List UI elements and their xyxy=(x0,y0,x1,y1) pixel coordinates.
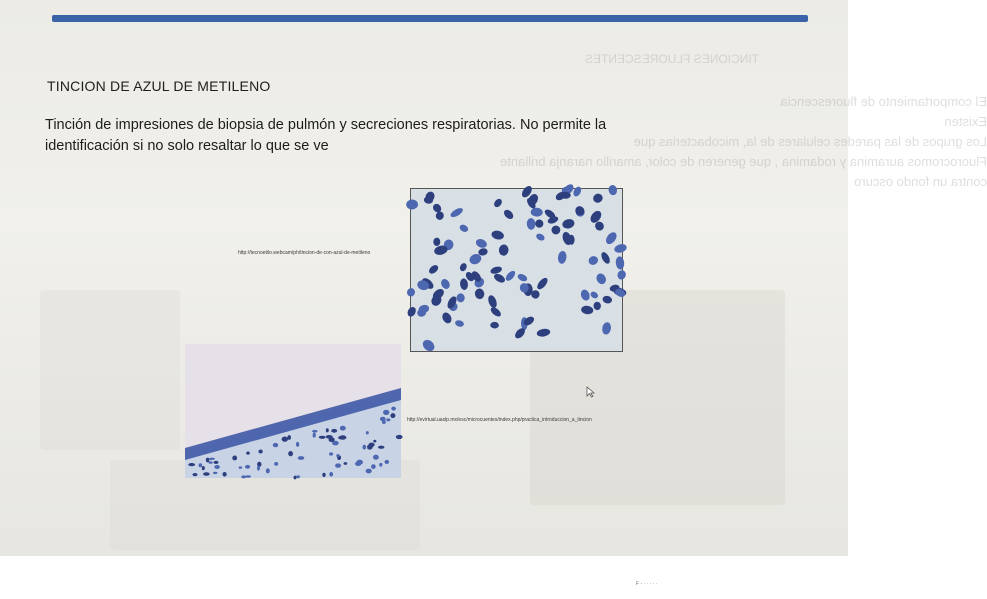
stained-cell xyxy=(493,272,507,284)
tissue-nucleus xyxy=(312,430,317,433)
tissue-nucleus xyxy=(223,472,227,477)
tissue-nucleus xyxy=(336,454,339,457)
stained-cell xyxy=(427,263,439,275)
stained-cell xyxy=(498,244,509,256)
tissue-nucleus xyxy=(383,410,389,415)
tissue-nucleus xyxy=(363,445,367,450)
tissue-nucleus xyxy=(369,443,375,447)
ghost-line: contra un fondo oscuro xyxy=(854,174,987,189)
stained-cell xyxy=(493,197,504,208)
stained-cell xyxy=(595,272,608,286)
tissue-nucleus xyxy=(193,473,198,476)
tissue-nucleus xyxy=(329,437,335,442)
stained-cell xyxy=(406,306,417,319)
ghost-line: El comportamiento de fluorescencia xyxy=(780,94,987,109)
tissue-nucleus xyxy=(380,417,386,421)
tissue-nucleus xyxy=(326,428,329,432)
tissue-nucleus xyxy=(373,440,376,443)
tissue-nucleus xyxy=(319,436,326,439)
stained-cell xyxy=(600,251,612,265)
stained-cell xyxy=(602,295,613,305)
stained-cell xyxy=(593,301,601,310)
stained-cell xyxy=(454,319,464,327)
body-line: Tinción de impresiones de biopsia de pulmón y secreciones respiratorias. No permite la xyxy=(45,117,607,133)
tissue-nucleus xyxy=(214,465,220,469)
tissue-nucleus xyxy=(199,463,203,467)
stained-cell xyxy=(557,251,567,265)
tissue-nucleus xyxy=(340,426,346,431)
tissue-nucleus xyxy=(287,435,291,440)
ghost-title: TINCIONES FLUORESCENTES xyxy=(585,52,760,66)
slide-body xyxy=(45,115,745,157)
tissue-nucleus xyxy=(241,475,246,478)
tissue-nucleus xyxy=(209,461,213,464)
tissue-nucleus xyxy=(396,435,403,439)
source-url-1[interactable]: http://tecnoetilo.webcam/ph/tincion-de-con-azul-de-metileno xyxy=(238,250,371,256)
stained-cell xyxy=(536,328,551,338)
stained-cell xyxy=(441,311,454,325)
stained-cell xyxy=(613,243,627,254)
stained-cell xyxy=(487,294,499,309)
stained-cell xyxy=(616,269,627,281)
tissue-nucleus xyxy=(390,413,395,418)
tissue-nucleus xyxy=(266,468,270,473)
micrograph-tissue xyxy=(185,344,401,478)
tissue-nucleus xyxy=(245,465,250,469)
tissue-nucleus xyxy=(322,473,325,477)
stained-cell xyxy=(601,322,612,336)
tissue-nucleus xyxy=(288,451,293,456)
footer-note: F - · · · · · xyxy=(636,581,658,587)
stained-cell xyxy=(475,237,489,249)
tissue-nucleus xyxy=(239,466,243,468)
stained-cell xyxy=(490,322,499,329)
stained-cell xyxy=(406,287,416,297)
tissue-nucleus xyxy=(329,472,333,477)
tissue-nucleus xyxy=(379,463,382,467)
stained-cell xyxy=(604,230,619,246)
stained-cell xyxy=(561,218,575,230)
tissue-nucleus xyxy=(296,442,299,447)
stained-cell xyxy=(615,256,625,270)
tissue-nucleus xyxy=(331,429,337,433)
tissue-nucleus xyxy=(385,460,390,464)
stained-cell xyxy=(572,185,583,197)
stained-cell xyxy=(458,223,469,233)
tissue-nucleus xyxy=(282,437,288,442)
stained-cell xyxy=(439,277,451,290)
tissue-nucleus xyxy=(294,476,297,480)
stained-cell xyxy=(516,272,528,282)
tissue-nucleus xyxy=(258,450,262,454)
stained-cell xyxy=(573,204,586,217)
micrograph-cells xyxy=(410,188,623,352)
stained-cell xyxy=(456,293,465,302)
tissue-nucleus xyxy=(391,407,396,411)
tissue-nucleus xyxy=(274,462,278,466)
stained-cell xyxy=(474,288,485,300)
tissue-nucleus xyxy=(202,466,205,470)
tissue-nucleus xyxy=(257,466,260,471)
stained-cell xyxy=(531,208,543,217)
stained-cell xyxy=(535,232,546,242)
stained-cell xyxy=(449,206,464,219)
stained-cell xyxy=(587,254,600,266)
stained-cell xyxy=(459,278,468,290)
stained-cell xyxy=(435,211,445,221)
tissue-nucleus xyxy=(296,475,300,478)
tissue-nucleus xyxy=(329,452,333,455)
tissue-nucleus xyxy=(206,458,210,463)
body-line: identificación si no solo resaltar lo que se ve xyxy=(45,138,329,154)
tissue-nucleus xyxy=(366,431,369,434)
stained-cell xyxy=(551,225,561,235)
stained-cell xyxy=(534,218,545,229)
tissue-nucleus xyxy=(356,460,363,465)
stained-cell xyxy=(491,229,505,240)
ghost-line: Fluorocromos auramina y rodamina , que generen de color, amarillo naranja brillante xyxy=(500,154,987,169)
tissue-nucleus xyxy=(371,464,376,469)
tissue-nucleus xyxy=(367,447,372,450)
stained-cell xyxy=(406,199,418,210)
tissue-nucleus xyxy=(373,455,379,460)
ghost-line: Existen xyxy=(944,114,987,129)
tissue-nucleus xyxy=(203,472,210,476)
stained-cell xyxy=(502,208,515,221)
stained-cell xyxy=(489,306,502,319)
stained-cell xyxy=(433,238,440,247)
tissue-nucleus xyxy=(273,443,278,447)
tissue-nucleus xyxy=(335,463,341,467)
stained-cell xyxy=(535,276,549,291)
tissue-nucleus xyxy=(298,456,305,460)
stained-cell xyxy=(581,305,594,315)
tissue-nucleus xyxy=(338,436,345,440)
tissue-nucleus xyxy=(214,461,219,464)
stained-cell xyxy=(527,218,536,230)
ghost-image xyxy=(40,290,180,450)
slide-title: TINCION DE AZUL DE METILENO xyxy=(47,78,271,94)
tissue-nucleus xyxy=(378,446,384,449)
tissue-nucleus xyxy=(246,452,250,455)
tissue-nucleus xyxy=(188,463,195,466)
mouse-pointer-icon xyxy=(586,386,595,398)
stained-cell xyxy=(490,265,503,275)
tissue-nucleus xyxy=(386,418,390,421)
tissue-nucleus xyxy=(232,456,237,461)
stained-cell xyxy=(459,262,468,272)
stained-cell xyxy=(421,338,437,354)
tissue-nucleus xyxy=(213,472,217,474)
ghost-line: Los grupos de las paredes celulares de la, micobacterias que xyxy=(633,134,987,149)
tissue-nucleus xyxy=(209,458,215,460)
slide-header-bar xyxy=(52,15,808,22)
stained-cell xyxy=(579,288,591,301)
stained-cell xyxy=(504,269,517,282)
stained-cell xyxy=(589,290,599,299)
tissue-nucleus xyxy=(366,469,372,474)
tissue-nucleus xyxy=(313,433,316,438)
tissue-nucleus xyxy=(344,462,348,465)
stained-cell xyxy=(592,192,605,204)
source-url-2[interactable]: http://evirtual.uaslp.mx/esc/microcuentes/index.php/practica_introduccion_a_tincion xyxy=(407,417,592,423)
